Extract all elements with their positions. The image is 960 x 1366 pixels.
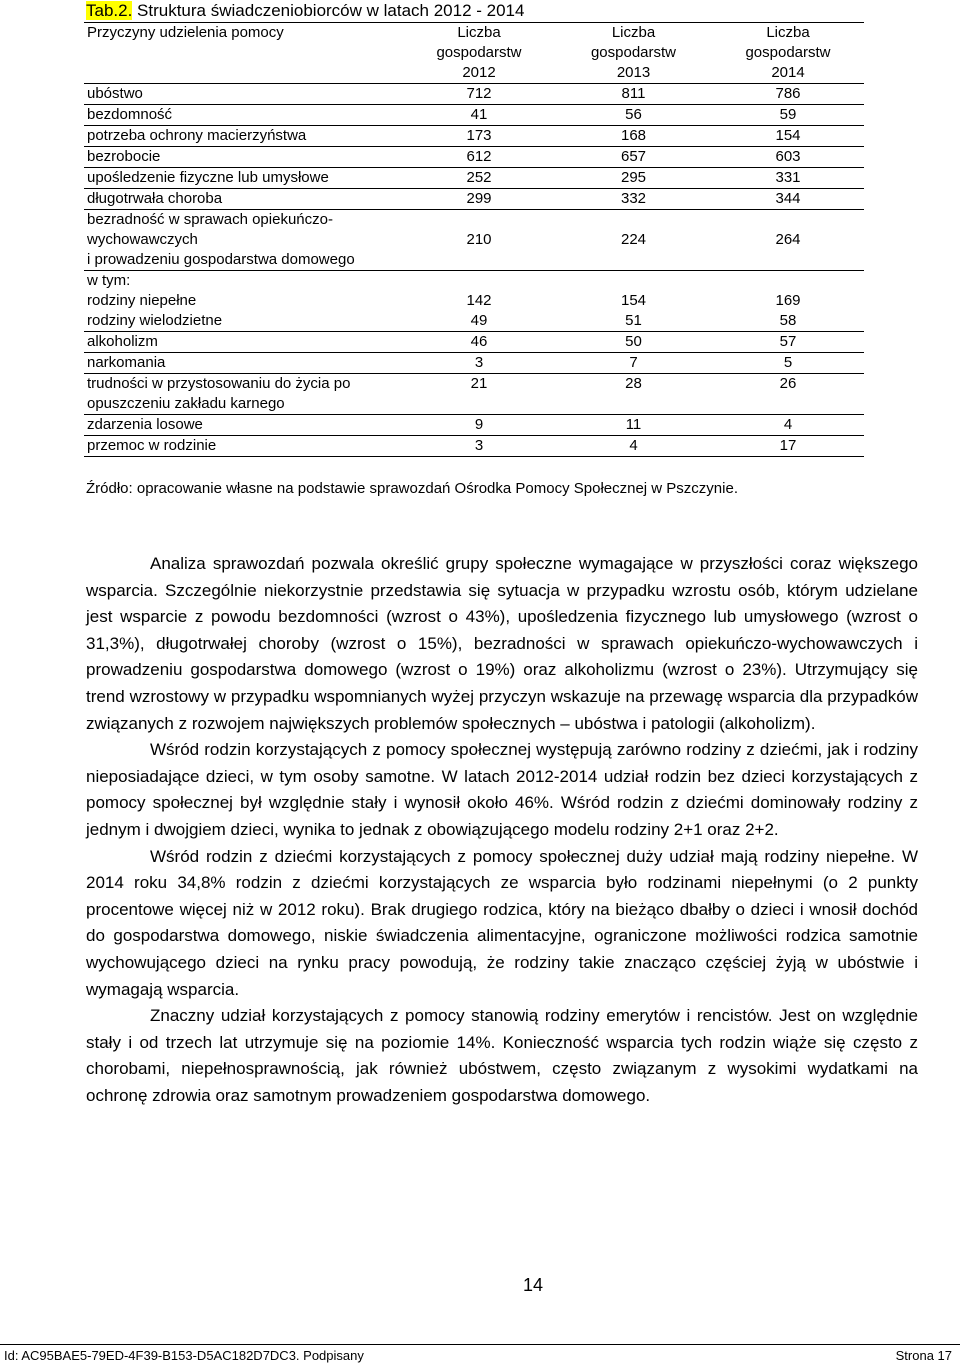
table-row — [84, 415, 864, 436]
value-2014: 26 — [711, 374, 864, 415]
header-2012-year: 2012 — [462, 64, 496, 81]
value-2014: 154 — [711, 126, 864, 147]
value-2014 — [711, 271, 864, 332]
table-header-row — [84, 23, 864, 84]
table-caption — [86, 0, 946, 22]
footer-divider — [0, 1344, 960, 1345]
paragraph: Wśród rodzin korzystających z pomocy społecznej występują zarówno rodziny z dziećmi, jak i rodziny nieposiadające dzieci, w tym osoby samotne. W latach 2012-2014 udział rodzin bez dzieci korzystających z pomocy społecznej był względnie stały i wynosił około 46%. Wśród rodzin z dziećmi dominowały rodziny z jednym i dwojgiem dzieci, wynika to jednak z obowiązującego modelu rodziny 2+1 oraz 2+2. — [86, 740, 918, 839]
sub-heading: w tym: — [87, 272, 131, 289]
row-label: alkoholizm — [84, 332, 402, 353]
paragraph: Znaczny udział korzystających z pomocy stanowią rodziny emerytów i rencistów. Jest on względnie stały i od trzech lat utrzymuje się na poziomie 14%. Konieczność wsparcia tych rodzin wiąże się często z chorobami, niepełnosprawnością, jak również ubóstwem, często związanym z wysokimi wydatkami na ochronę zdrowia oraz samotnym prowadzeniem gospodarstwa domowego. — [86, 1006, 918, 1105]
header-2014 — [711, 23, 864, 84]
value-2013: 11 — [555, 415, 711, 436]
table-title: Struktura świadczeniobiorców w latach 2012 - 2014 — [132, 1, 525, 20]
sub-value: 169 — [775, 292, 801, 309]
row-label — [84, 271, 402, 332]
value-2013: 50 — [555, 332, 711, 353]
table-row — [84, 168, 864, 189]
value-2013: 7 — [555, 353, 711, 374]
value-2014: 57 — [711, 332, 864, 353]
value-2014: 59 — [711, 105, 864, 126]
sub-value: 142 — [466, 292, 492, 309]
header-2013-year: 2013 — [616, 64, 651, 81]
paragraph: Analiza sprawozdań pozwala określić grupy społeczne wymagające w przyszłości coraz większego wsparcia. Szczególnie niekorzystnie przedstawia się sytuacja w przypadku wzrostu osób, którym udzielane jest wsparcie z powodu bezdomności (wzrost o 43%), upośledzenia fizycznego lub umysłowego (wzrost o 31,3%), długotrwałej choroby (wzrost o 15%), bezradności w sprawach opiekuńczo-wychowawczych i prowadzeniu gospodarstwa domowego (wzrost o 19%) oraz alkoholizmu (wzrost o 23%). Utrzymujący się trend wzrostowy w przypadku wspomnianych wyżej przyczyn wskazuje na przewagę wsparcia dla przypadków związanych z rozwojem największych problemów społecznych – ubóstwa i patologii (alkoholizm). — [86, 554, 918, 733]
value-2013: 332 — [555, 189, 711, 210]
row-label: bezrobocie — [84, 147, 402, 168]
beneficiaries-table — [84, 22, 864, 457]
header-2012 — [402, 23, 555, 84]
sub-value: 49 — [470, 312, 488, 329]
value-2012: 712 — [402, 84, 555, 105]
table-row — [84, 105, 864, 126]
value-2012: 41 — [402, 105, 555, 126]
value-2012: 3 — [402, 436, 555, 457]
value-2014: 603 — [711, 147, 864, 168]
value-2014: 344 — [711, 189, 864, 210]
row-label-line: i prowadzeniu gospodarstwa domowego — [87, 251, 355, 268]
sub-value: 154 — [620, 292, 647, 309]
header-2014-year: 2014 — [771, 64, 805, 81]
table-row-subgroups — [84, 271, 864, 332]
row-label-line: bezradność w sprawach opiekuńczo- — [87, 211, 333, 228]
row-label: przemoc w rodzinie — [84, 436, 402, 457]
value-2012: 9 — [402, 415, 555, 436]
value-2012: 210 — [402, 210, 555, 271]
value-2012: 21 — [402, 374, 555, 415]
value-2013: 224 — [555, 210, 711, 271]
row-label — [84, 374, 402, 415]
value-2012: 3 — [402, 353, 555, 374]
table-row — [84, 126, 864, 147]
value-2014: 331 — [711, 168, 864, 189]
paragraph: Wśród rodzin z dziećmi korzystających z pomocy społecznej duży udział mają rodziny niepełne. W 2014 roku 34,8% rodzin z dziećmi korzystających ze wsparcia było rodzinami niepełnymi (o 2 punkty procentowe więcej niż w 2012 roku). Brak drugiego rodzica, który na bieżąco dbałby o dzieci i wnosił dochód do gospodarstwa domowego, niskie świadczenia alimentacyjne, ograniczone możliwości rodzica samotnie wychowującego dzieci na rynku pracy powodują, że rodziny takie znacząco częściej żyją w ubóstwie i wymagają wsparcia. — [86, 846, 918, 999]
value-2012 — [402, 271, 555, 332]
table-number: Tab.2. — [86, 1, 133, 20]
header-reason: Przyczyny udzielenia pomocy — [84, 23, 402, 84]
table-source: Źródło: opracowanie własne na podstawie sprawozdań Ośrodka Pomocy Społecznej w Pszczynie. — [86, 480, 738, 497]
body-text — [86, 551, 918, 1109]
sub-value: 58 — [779, 312, 797, 329]
table-row — [84, 436, 864, 457]
table-row-prison — [84, 374, 864, 415]
sub-label: rodziny wielodzietne — [87, 312, 223, 329]
header-2014-line2: gospodarstw — [745, 44, 831, 61]
table-row — [84, 147, 864, 168]
table-row — [84, 189, 864, 210]
value-2012: 299 — [402, 189, 555, 210]
row-label: potrzeba ochrony macierzyństwa — [84, 126, 402, 147]
value-2014: 5 — [711, 353, 864, 374]
row-label-line: wychowawczych — [87, 231, 198, 248]
row-label: ubóstwo — [84, 84, 402, 105]
page-number: 14 — [522, 1275, 544, 1295]
row-label: długotrwała choroba — [84, 189, 402, 210]
value-2013: 56 — [555, 105, 711, 126]
value-2013: 657 — [555, 147, 711, 168]
header-2014-line1: Liczba — [766, 24, 810, 41]
value-2013: 295 — [555, 168, 711, 189]
value-2013: 28 — [555, 374, 711, 415]
value-2014: 264 — [711, 210, 864, 271]
sub-value: 51 — [625, 312, 642, 329]
value-2012: 173 — [402, 126, 555, 147]
footer-document-id: Id: AC95BAE5-79ED-4F39-B153-D5AC182D7DC3. Podpisany — [4, 1348, 364, 1363]
row-label-line: opuszczeniu zakładu karnego — [87, 395, 285, 412]
value-2013: 168 — [555, 126, 711, 147]
value-2012: 46 — [402, 332, 555, 353]
sub-label: rodziny niepełne — [87, 292, 197, 309]
table-row-helplessness — [84, 210, 864, 271]
row-label-line: trudności w przystosowaniu do życia po — [87, 375, 351, 392]
value-2013: 811 — [555, 84, 711, 105]
footer-page-label: Strona 17 — [895, 1348, 952, 1363]
value-2014: 17 — [711, 436, 864, 457]
header-2012-line1: Liczba — [457, 24, 501, 41]
header-2012-line2: gospodarstw — [436, 44, 522, 61]
row-label: bezdomność — [84, 105, 402, 126]
value-2012: 252 — [402, 168, 555, 189]
table-row — [84, 353, 864, 374]
header-2013-line2: gospodarstw — [590, 44, 677, 61]
row-label: zdarzenia losowe — [84, 415, 402, 436]
value-2012: 612 — [402, 147, 555, 168]
value-2014: 4 — [711, 415, 864, 436]
table-row — [84, 332, 864, 353]
header-2013-line1: Liczba — [611, 24, 656, 41]
value-2013 — [555, 271, 711, 332]
row-label: narkomania — [84, 353, 402, 374]
header-2013 — [555, 23, 711, 84]
value-2014: 786 — [711, 84, 864, 105]
row-label: upośledzenie fizyczne lub umysłowe — [84, 168, 402, 189]
row-label — [84, 210, 402, 271]
table-row — [84, 84, 864, 105]
value-2013: 4 — [555, 436, 711, 457]
